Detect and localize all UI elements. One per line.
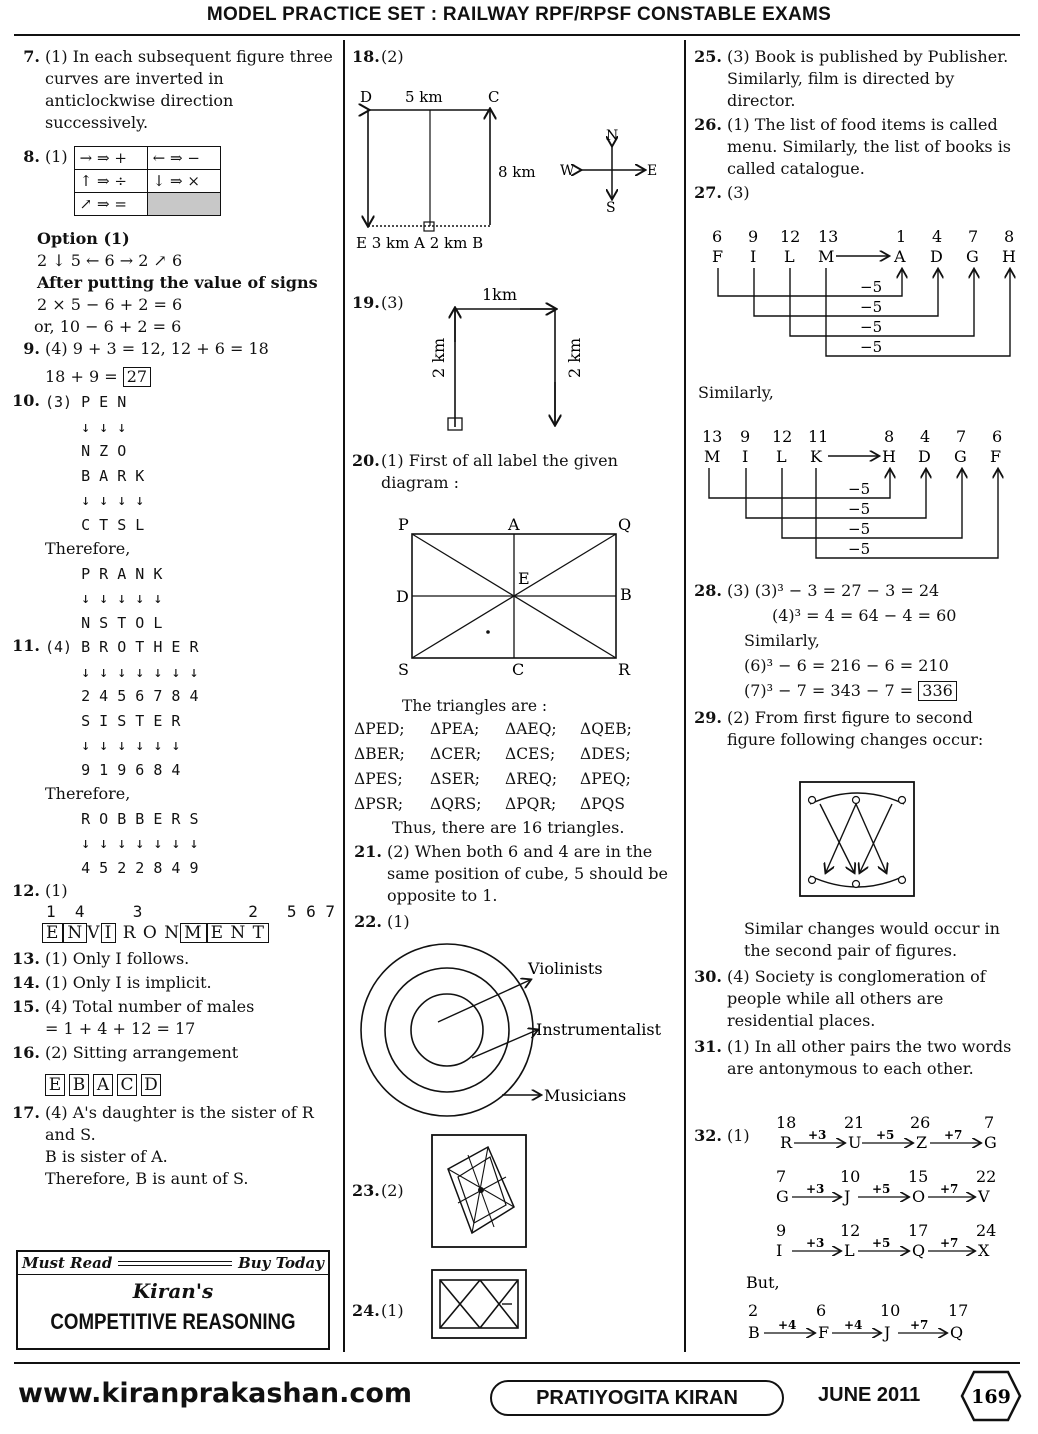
- svg-text:−5: −5: [848, 520, 871, 538]
- svg-text:G: G: [776, 1187, 789, 1206]
- svg-text:F: F: [818, 1323, 830, 1342]
- column-1: 7. (1) In each subsequent figure three curves are inverted in anticlockwise direction successively. 8. (1) → ⇒ + ← ⇒ − ↑ ⇒ ÷ ↓ ⇒ × ↗ ⇒ = Option (1) 2 ↓ 5 ← 6 → 2 ↗ 6 After putting the value of signs 2 × 5 − 6 + 2 = 6 or, 10 − 6 + 2 = 6 9. (4) 9 + 3 = 12, 12 + 6 = 18 18 + 9 = 27 10. (3) P E N ↓ ↓ ↓ N Z O B A R K ↓ ↓ ↓ ↓ C T S L Therefore, P R A N K ↓ ↓ ↓ ↓ ↓ N S T O L 11. (4) B R O T H E R ↓ ↓ ↓ ↓ ↓ ↓ ↓ 2 4 5 6 7 8 4 S I S T E R ↓ ↓ ↓ ↓ ↓ ↓ 9 1 9 6 8 4 Therefore, R O B B E R S ↓ ↓ ↓ ↓ ↓ ↓ ↓ 4 5 2 2 8 4 9 12. (1) 1 4 3 2 5 6 7 E N V I R O N M E N T 13. (1) Only I follows. 14. (1) Only I is implicit. 15. (4) Total number of males = 1 + 4 + 12 = 17 16. (2) Sitting arrangement E B A C D 17. (4) A's daughter is the sister of R and S. B is sister of A. Therefore, B is aunt of S.: [10, 46, 336, 1190]
- svg-text:K: K: [810, 447, 822, 466]
- column-divider-2: [684, 40, 686, 1352]
- q23-figure: [430, 1133, 530, 1251]
- q19: 19. (3): [352, 293, 404, 312]
- svg-text:O: O: [912, 1187, 926, 1206]
- q22: 22. (1): [354, 912, 410, 931]
- svg-text:Z: Z: [916, 1133, 928, 1152]
- svg-text:13: 13: [702, 427, 723, 446]
- label-instrumentalist: Instrumentalist: [536, 1020, 662, 1039]
- svg-text:4: 4: [920, 427, 931, 446]
- footer-date: JUNE 2011: [818, 1384, 921, 1406]
- q8: 8. (1) → ⇒ + ← ⇒ − ↑ ⇒ ÷ ↓ ⇒ × ↗ ⇒ = Option (1) 2 ↓ 5 ← 6 → 2 ↗ 6 After putting the value of signs 2 × 5 − 6 + 2 = 6: [23, 147, 318, 314]
- svg-text:B: B: [620, 585, 632, 604]
- svg-text:1: 1: [896, 227, 907, 246]
- q19-label-left: 2 km: [429, 337, 448, 378]
- svg-text:P: P: [398, 515, 409, 534]
- q27-d2-text: [702, 427, 1002, 466]
- svg-text:12: 12: [780, 227, 801, 246]
- svg-text:2: 2: [748, 1301, 759, 1320]
- triangle-list: ΔPED; ΔPEA; ΔAEQ; ΔQEB; ΔBER; ΔCER; ΔCES; ΔDES; ΔPES; ΔSER; ΔREQ; ΔPEQ; ΔPSR; ΔQRS; ΔPQR; ΔPQS: [354, 720, 632, 813]
- svg-text:+5: +5: [872, 1236, 891, 1250]
- svg-text:V: V: [978, 1187, 990, 1206]
- footer-website: www.kiranprakashan.com: [18, 1378, 413, 1409]
- svg-text:Q: Q: [950, 1323, 964, 1342]
- svg-text:+4: +4: [778, 1318, 797, 1332]
- svg-text:+7: +7: [940, 1182, 959, 1196]
- q18-label-d: D: [360, 88, 373, 106]
- svg-text:7: 7: [984, 1113, 995, 1132]
- q19-diagram: [420, 282, 620, 432]
- svg-text:6: 6: [816, 1301, 827, 1320]
- svg-text:D: D: [918, 447, 931, 466]
- svg-text:7: 7: [776, 1167, 787, 1186]
- svg-text:8: 8: [1004, 227, 1015, 246]
- svg-text:7: 7: [956, 427, 967, 446]
- svg-text:9: 9: [740, 427, 751, 446]
- svg-text:18: 18: [776, 1113, 797, 1132]
- q27-d1-text: [712, 227, 1016, 266]
- svg-text:B: B: [748, 1323, 760, 1342]
- q13: 13. (1) Only I follows.: [12, 949, 190, 968]
- q9: 9. (4) 9 + 3 = 12, 12 + 6 = 18: [23, 339, 269, 358]
- compass-w: W: [560, 163, 575, 179]
- environment-word: E N V I R O N M E N T: [42, 922, 336, 944]
- svg-text:F: F: [990, 447, 1002, 466]
- svg-text:21: 21: [844, 1113, 865, 1132]
- q31: 31. (1) In all other pairs the two words are antonymous to each other.: [694, 1037, 1012, 1078]
- svg-text:−5: −5: [860, 298, 883, 316]
- svg-text:10: 10: [840, 1167, 861, 1186]
- page-number-badge: [960, 1370, 1022, 1422]
- svg-text:J: J: [844, 1187, 851, 1206]
- q18: 18. (2): [352, 47, 404, 66]
- q25: 25. (3) Book is published by Publisher. Similarly, film is directed by director.: [694, 47, 1009, 110]
- svg-text:−5: −5: [860, 318, 883, 336]
- svg-text:+5: +5: [872, 1182, 891, 1196]
- q27: 27. (3): [694, 183, 750, 202]
- q26: 26. (1) The list of food items is called menu. Similarly, the list of books is called catalogue.: [694, 115, 1012, 178]
- svg-text:G: G: [954, 447, 967, 466]
- svg-text:11: 11: [808, 427, 829, 446]
- svg-text:A: A: [894, 247, 906, 266]
- svg-text:+3: +3: [806, 1182, 825, 1196]
- svg-text:M: M: [818, 247, 835, 266]
- svg-text:Q: Q: [618, 515, 632, 534]
- answer-box: 27: [123, 367, 151, 387]
- svg-text:But,: But,: [746, 1273, 780, 1292]
- svg-text:L: L: [784, 247, 795, 266]
- compass-s: S: [606, 200, 616, 216]
- svg-text:17: 17: [908, 1221, 929, 1240]
- q30: 30. (4) Society is conglomeration of people while all others are residential places.: [694, 967, 986, 1030]
- column-3: [692, 46, 1022, 204]
- column-divider-1: [343, 40, 345, 1352]
- svg-text:A: A: [508, 515, 520, 534]
- svg-text:12: 12: [840, 1221, 861, 1240]
- q10: 10. (3) P E N ↓ ↓ ↓ N Z O B A R K ↓ ↓ ↓ ↓ C T S L Therefore, P R A N K ↓ ↓ ↓ ↓ ↓ N S T O L: [12, 391, 163, 632]
- q17: 17. (4) A's daughter is the sister of R and S.: [12, 1103, 314, 1144]
- svg-text:D: D: [930, 247, 943, 266]
- svg-text:I: I: [742, 447, 749, 466]
- svg-text:C: C: [512, 660, 525, 679]
- q19-label-right: 2 km: [565, 337, 584, 378]
- label-musicians: Musicians: [544, 1086, 627, 1105]
- q18-label-bottom: E 3 km A 2 km B: [356, 234, 484, 252]
- q18-diagram: [350, 80, 680, 260]
- compass-n: N: [606, 128, 619, 144]
- svg-text:6: 6: [712, 227, 723, 246]
- svg-text:I: I: [776, 1241, 783, 1260]
- svg-text:12: 12: [772, 427, 793, 446]
- q27-diagram-2: [694, 422, 1024, 567]
- q7: 7. (1) In each subsequent figure three curves are inverted in anticlockwise direction successively.: [23, 47, 333, 132]
- sign-table: → ⇒ + ← ⇒ − ↑ ⇒ ÷ ↓ ⇒ × ↗ ⇒ =: [74, 146, 221, 216]
- q29-figure: [798, 780, 918, 900]
- svg-text:I: I: [750, 247, 757, 266]
- svg-text:H: H: [1002, 247, 1016, 266]
- svg-text:J: J: [884, 1323, 891, 1342]
- q29: 29. (2) From first figure to second figure following changes occur:: [694, 708, 984, 749]
- svg-text:+7: +7: [940, 1236, 959, 1250]
- svg-text:−5: −5: [848, 540, 871, 558]
- label-violinists: Violinists: [528, 959, 603, 978]
- svg-text:+3: +3: [808, 1128, 827, 1142]
- svg-text:8: 8: [884, 427, 895, 446]
- column-2: [352, 46, 678, 68]
- svg-text:13: 13: [818, 227, 839, 246]
- q20-diagram: [390, 512, 650, 682]
- svg-text:U: U: [848, 1133, 862, 1152]
- svg-text:10: 10: [880, 1301, 901, 1320]
- svg-text:−5: −5: [848, 480, 871, 498]
- q18-label-right: 8 km: [498, 163, 536, 181]
- q32: 32. (1): [694, 1126, 750, 1145]
- q24: 24. (1): [352, 1301, 404, 1320]
- q16: 16. (2) Sitting arrangement: [12, 1043, 239, 1062]
- svg-text:Q: Q: [912, 1241, 926, 1260]
- q14: 14. (1) Only I is implicit.: [12, 973, 212, 992]
- svg-text:E: E: [518, 569, 530, 588]
- svg-text:+7: +7: [944, 1128, 963, 1142]
- q24-figure: [430, 1268, 530, 1340]
- svg-text:+3: +3: [806, 1236, 825, 1250]
- svg-text:M: M: [704, 447, 721, 466]
- svg-text:D: D: [396, 587, 409, 606]
- svg-text:17: 17: [948, 1301, 969, 1320]
- svg-text:G: G: [966, 247, 979, 266]
- svg-text:22: 22: [976, 1167, 997, 1186]
- q18-label-top: 5 km: [405, 88, 443, 106]
- svg-text:24: 24: [976, 1221, 997, 1240]
- svg-text:9: 9: [776, 1221, 787, 1240]
- q32-series: [744, 1108, 1024, 1348]
- header-rule: [14, 34, 1020, 36]
- svg-text:9: 9: [748, 227, 759, 246]
- q11: 11. (4) B R O T H E R ↓ ↓ ↓ ↓ ↓ ↓ ↓ 2 4 5 6 7 8 4 S I S T E R ↓ ↓ ↓ ↓ ↓ ↓ 9 1 9 6 8 4 Therefore, R O B B E R S ↓ ↓ ↓ ↓ ↓ ↓ ↓ 4 5 2 2 8 4 9: [12, 636, 199, 877]
- q27-similarly: Similarly,: [698, 383, 774, 402]
- svg-text:S: S: [398, 660, 409, 679]
- q28: 28. (3) (3)³ − 3 = 27 − 3 = 24 (4)³ = 4 = 64 − 4 = 60 Similarly, (6)³ − 6 = 216 − 6 = 210 (7)³ − 7 = 343 − 7 = 336 29. (2) From first figure to second figure following changes occur:: [692, 578, 1022, 751]
- q23: 23. (2): [352, 1181, 404, 1200]
- footer-rule: [14, 1362, 1020, 1364]
- advertisement-box: Must Read Buy Today Kiran's COMPETITIVE REASONING: [16, 1250, 330, 1350]
- seating-arrangement: E B A C D: [10, 1074, 336, 1096]
- q20-triangles: The triangles are : ΔPED; ΔPEA; ΔAEQ; ΔQEB; ΔBER; ΔCER; ΔCES; ΔDES; ΔPES; ΔSER; ΔREQ; ΔPEQ; ΔPSR; ΔQRS; ΔPQR; ΔPQS Thus, there are 16 triangles. 21. (2) When both 6 and 4 are in the same position of cube, 5 should be opposite to 1. 22. (1): [352, 695, 678, 933]
- page-number: 169: [971, 1386, 1011, 1408]
- answer-box: 336: [918, 681, 957, 701]
- q22-venn-diagram: [352, 940, 682, 1130]
- q20: 20. (1) First of all label the given diagram :: [352, 451, 618, 492]
- svg-text:R: R: [780, 1133, 793, 1152]
- page-header: MODEL PRACTICE SET : RAILWAY RPF/RPSF CONSTABLE EXAMS: [206, 4, 832, 25]
- column-3-lower: Similar changes would occur in the second pair of figures. 30. (4) Society is conglomeration of people while all others are residential places. 31. (1) In all other pairs the two words are antonymous to each other.: [692, 918, 1022, 1080]
- q15: 15. (4) Total number of males: [12, 997, 255, 1016]
- svg-text:−5: −5: [860, 278, 883, 296]
- svg-text:+4: +4: [844, 1318, 863, 1332]
- svg-text:H: H: [882, 447, 896, 466]
- svg-text:−5: −5: [848, 500, 871, 518]
- svg-text:L: L: [844, 1241, 855, 1260]
- q27-diagram-1: [696, 222, 1026, 367]
- svg-text:26: 26: [910, 1113, 931, 1132]
- svg-text:7: 7: [968, 227, 979, 246]
- q21: 21. (2) When both 6 and 4 are in the same position of cube, 5 should be opposite to 1.: [354, 842, 668, 905]
- svg-text:+7: +7: [910, 1318, 929, 1332]
- svg-text:F: F: [712, 247, 724, 266]
- svg-text:X: X: [978, 1241, 990, 1260]
- svg-text:15: 15: [908, 1167, 929, 1186]
- compass-e: E: [647, 163, 658, 179]
- svg-text:−5: −5: [860, 338, 883, 356]
- svg-text:+5: +5: [876, 1128, 895, 1142]
- q19-label-top: 1km: [482, 285, 518, 304]
- svg-text:6: 6: [992, 427, 1003, 446]
- svg-text:L: L: [776, 447, 787, 466]
- q18-label-c: C: [488, 88, 500, 106]
- q12: 12. (1): [12, 881, 68, 900]
- svg-text:4: 4: [932, 227, 943, 246]
- footer-magazine: PRATIYOGITA KIRAN: [490, 1380, 784, 1416]
- svg-text:R: R: [618, 660, 631, 679]
- svg-text:G: G: [984, 1133, 997, 1152]
